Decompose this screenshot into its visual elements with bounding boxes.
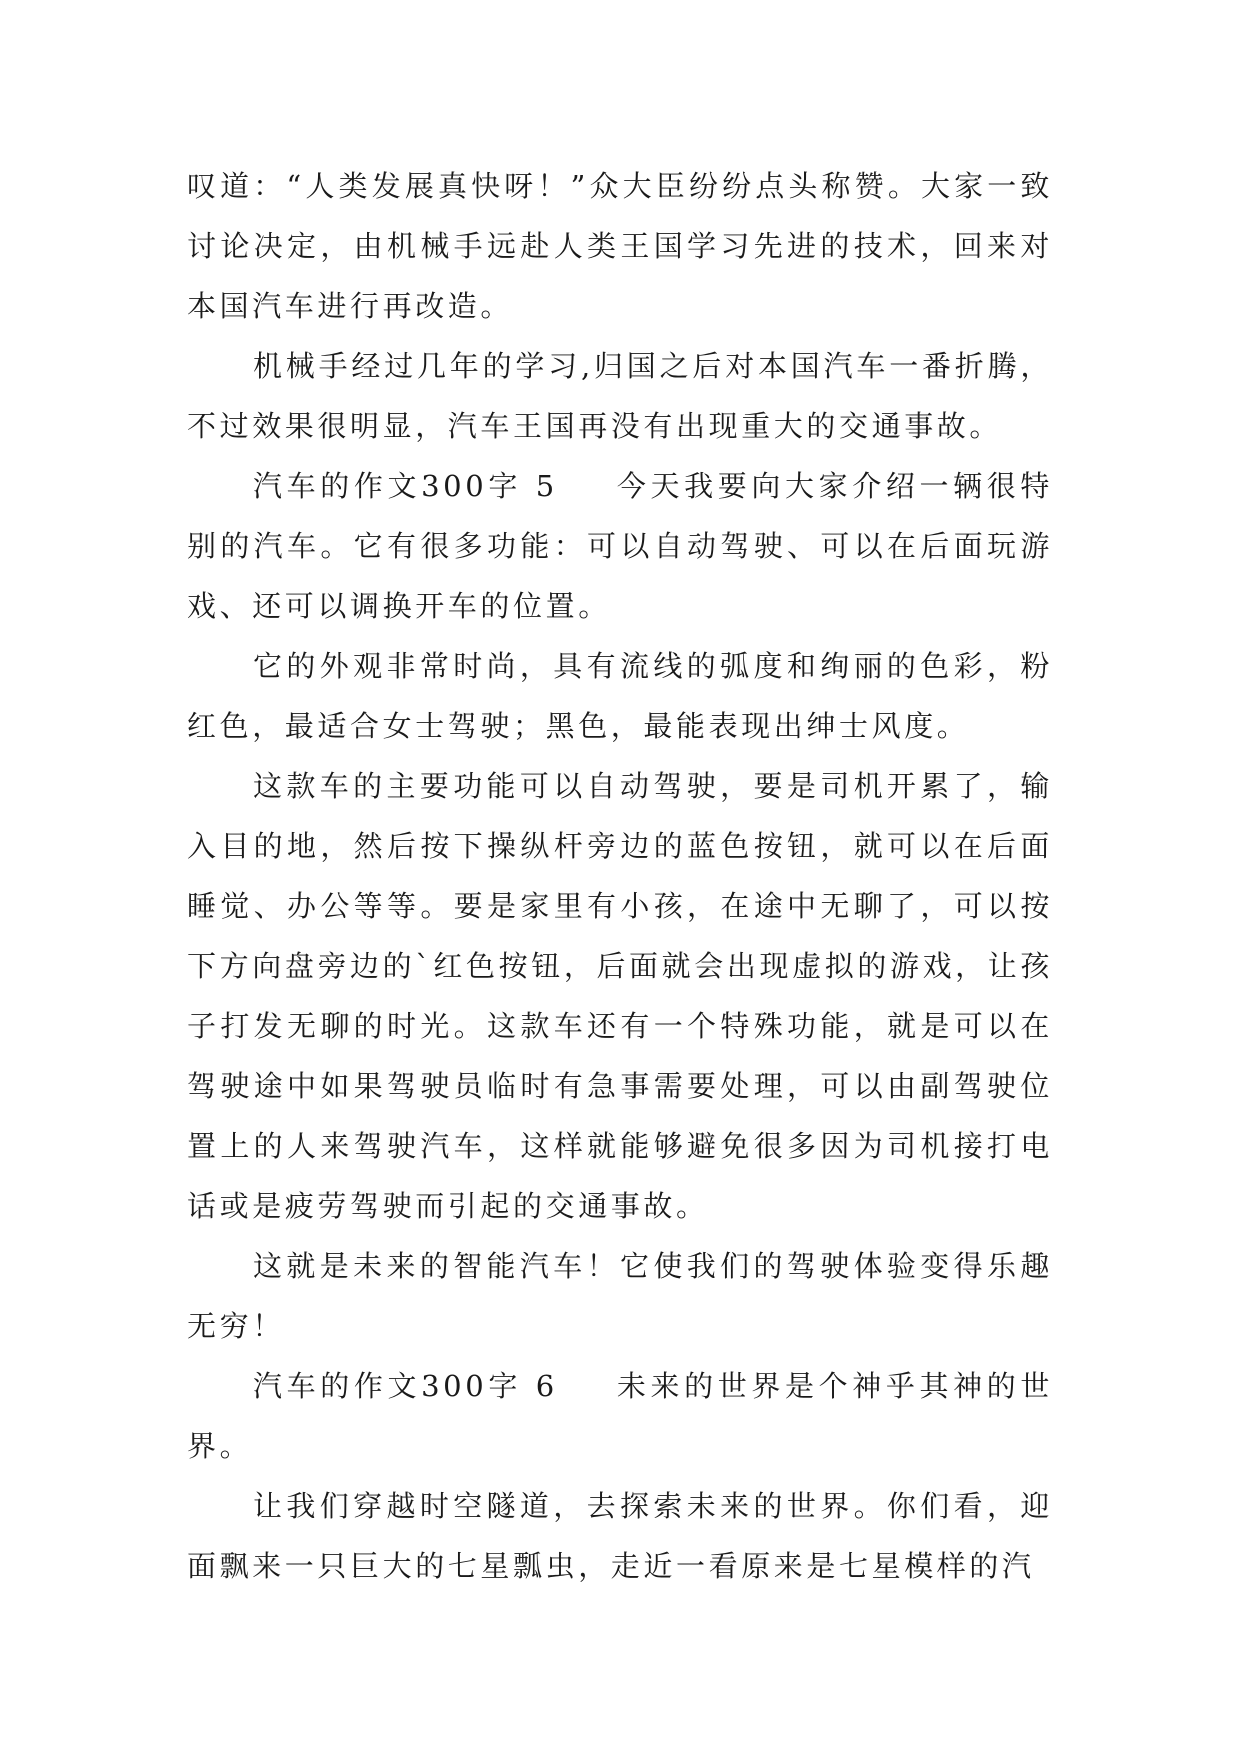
section-heading: 汽车的作文300字 5 <box>253 469 558 503</box>
document-body <box>187 156 1053 1596</box>
paragraph <box>187 1236 1053 1356</box>
section-paragraph <box>187 1356 1053 1476</box>
paragraph <box>187 756 1053 1236</box>
paragraph <box>187 156 1053 336</box>
paragraph-text: 让我们穿越时空隧道，去探索未来的世界。你们看，迎面飘来一只巨大的七星瓢虫，走近一看原来是七星模样的汽 <box>187 1489 1053 1583</box>
paragraph-text: 叹道：“人类发展真快呀！”众大臣纷纷点头称赞。大家一致讨论决定，由机械手远赴人类王国学习先进的技术，回来对本国汽车进行再改造。 <box>187 169 1053 323</box>
section-paragraph <box>187 456 1053 636</box>
paragraph-text: 今天我要向大家介绍一辆很特别的汽车。它有很多功能：可以自动驾驶、可以在后面玩游戏、还可以调换开车的位置。 <box>187 469 1053 623</box>
paragraph <box>187 636 1053 756</box>
paragraph-text: 这款车的主要功能可以自动驾驶，要是司机开累了，输入目的地，然后按下操纵杆旁边的蓝色按钮，就可以在后面睡觉、办公等等。要是家里有小孩，在途中无聊了，可以按下方向盘旁边的`红色按钮，后面就会出现虚拟的游戏，让孩子打发无聊的时光。这款车还有一个特殊功能，就是可以在驾驶途中如果驾驶员临时有急事需要处理，可以由副驾驶位置上的人来驾驶汽车，这样就能够避免很多因为司机接打电话或是疲劳驾驶而引起的交通事故。 <box>187 769 1053 1223</box>
paragraph-text: 它的外观非常时尚，具有流线的弧度和绚丽的色彩，粉红色，最适合女士驾驶；黑色，最能表现出绅士风度。 <box>187 649 1053 743</box>
paragraph-text: 未来的世界是个神乎其神的世界。 <box>187 1369 1053 1463</box>
paragraph-text: 机械手经过几年的学习,归国之后对本国汽车一番折腾，不过效果很明显，汽车王国再没有出现重大的交通事故。 <box>187 349 1053 443</box>
paragraph-text: 这就是未来的智能汽车！它使我们的驾驶体验变得乐趣无穷！ <box>187 1249 1053 1343</box>
section-heading: 汽车的作文300字 6 <box>253 1369 558 1403</box>
paragraph <box>187 1476 1053 1596</box>
paragraph <box>187 336 1053 456</box>
